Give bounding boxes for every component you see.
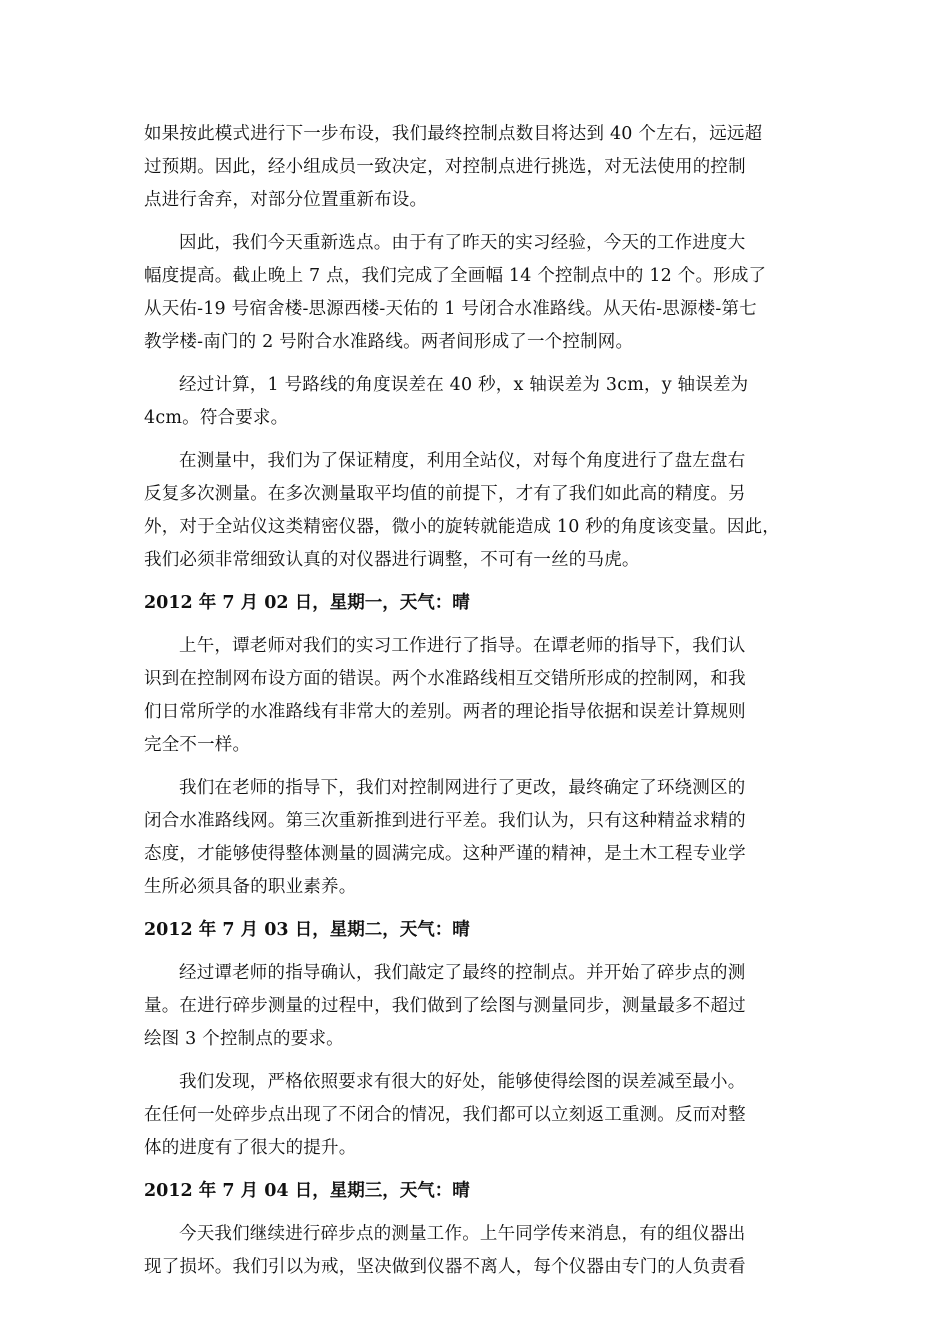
paragraph-teacher-guidance — [144, 630, 814, 762]
paragraph-calculation-result — [144, 369, 814, 435]
paragraph-redesign-plan — [144, 118, 814, 217]
text-line: 教学楼-南门的 2 号附合水准路线。两者间形成了一个控制网。 — [144, 332, 634, 352]
text-line: 我们发现，严格依照要求有很大的好处，能够使得绘图的误差减至最小。 — [179, 1072, 746, 1092]
text-line: 经过谭老师的指导确认，我们敲定了最终的控制点。并开始了碎步点的测 — [179, 963, 746, 983]
text-line: 闭合水准路线网。第三次重新推到进行平差。我们认为，只有这种精益求精的 — [144, 811, 746, 831]
text-line: 今天我们继续进行碎步点的测量工作。上午同学传来消息，有的组仪器出 — [179, 1224, 746, 1244]
text-line: 们日常所学的水准路线有非常大的差别。两者的理论指导依据和误差计算规则 — [144, 702, 746, 722]
text-line: 绘图 3 个控制点的要求。 — [144, 1029, 344, 1049]
paragraph-reselect-points — [144, 227, 814, 359]
paragraph-measurement-precision — [144, 445, 814, 577]
date-heading-0702: 2012 年 7 月 02 日，星期一，天气：晴 — [144, 593, 470, 613]
text-line: 4cm。符合要求。 — [144, 408, 289, 428]
text-line: 在测量中，我们为了保证精度，利用全站仪，对每个角度进行了盘左盘右 — [179, 451, 746, 471]
text-line: 我们必须非常细致认真的对仪器进行调整，不可有一丝的马虎。 — [144, 550, 640, 570]
paragraph-network-revision — [144, 772, 814, 904]
text-line: 上午，谭老师对我们的实习工作进行了指导。在谭老师的指导下，我们认 — [179, 636, 746, 656]
text-line: 经过计算，1 号路线的角度误差在 40 秒，x 轴误差为 3cm，y 轴误差为 — [179, 375, 749, 395]
text-line: 体的进度有了很大的提升。 — [144, 1138, 357, 1158]
text-line: 从天佑-19 号宿舍楼-思源西楼-天佑的 1 号闭合水准路线。从天佑-思源楼-第七 — [144, 299, 757, 319]
text-line: 完全不一样。 — [144, 735, 251, 755]
date-heading-0703: 2012 年 7 月 03 日，星期二，天气：晴 — [144, 920, 470, 940]
text-line: 识到在控制网布设方面的错误。两个水准路线相互交错所形成的控制网，和我 — [144, 669, 746, 689]
text-line: 外，对于全站仪这类精密仪器，微小的旋转就能造成 10 秒的角度该变量。因此， — [144, 517, 780, 537]
text-line: 过预期。因此，经小组成员一致决定，对控制点进行挑选，对无法使用的控制 — [144, 157, 746, 177]
text-line: 态度，才能够使得整体测量的圆满完成。这种严谨的精神，是土木工程专业学 — [144, 844, 746, 864]
text-line: 如果按此模式进行下一步布设，我们最终控制点数目将达到 40 个左右，远远超 — [144, 124, 763, 144]
document-page — [144, 118, 814, 1294]
paragraph-strict-requirements — [144, 1066, 814, 1165]
text-line: 在任何一处碎步点出现了不闭合的情况，我们都可以立刻返工重测。反而对整 — [144, 1105, 746, 1125]
text-line: 生所必须具备的职业素养。 — [144, 877, 357, 897]
text-line: 点进行舍弃，对部分位置重新布设。 — [144, 190, 428, 210]
text-line: 量。在进行碎步测量的过程中，我们做到了绘图与测量同步，测量最多不超过 — [144, 996, 746, 1016]
text-line: 现了损坏。我们引以为戒，坚决做到仪器不离人，每个仪器由专门的人负责看 — [144, 1257, 746, 1277]
text-line: 反复多次测量。在多次测量取平均值的前提下，才有了我们如此高的精度。另 — [144, 484, 746, 504]
date-heading-0704: 2012 年 7 月 04 日，星期三，天气：晴 — [144, 1181, 470, 1201]
paragraph-instrument-care — [144, 1218, 814, 1284]
text-line: 幅度提高。截止晚上 7 点，我们完成了全画幅 14 个控制点中的 12 个。形成了 — [144, 266, 767, 286]
text-line: 我们在老师的指导下，我们对控制网进行了更改，最终确定了环绕测区的 — [179, 778, 746, 798]
paragraph-final-control-points — [144, 957, 814, 1056]
text-line: 因此，我们今天重新选点。由于有了昨天的实习经验，今天的工作进度大 — [179, 233, 746, 253]
